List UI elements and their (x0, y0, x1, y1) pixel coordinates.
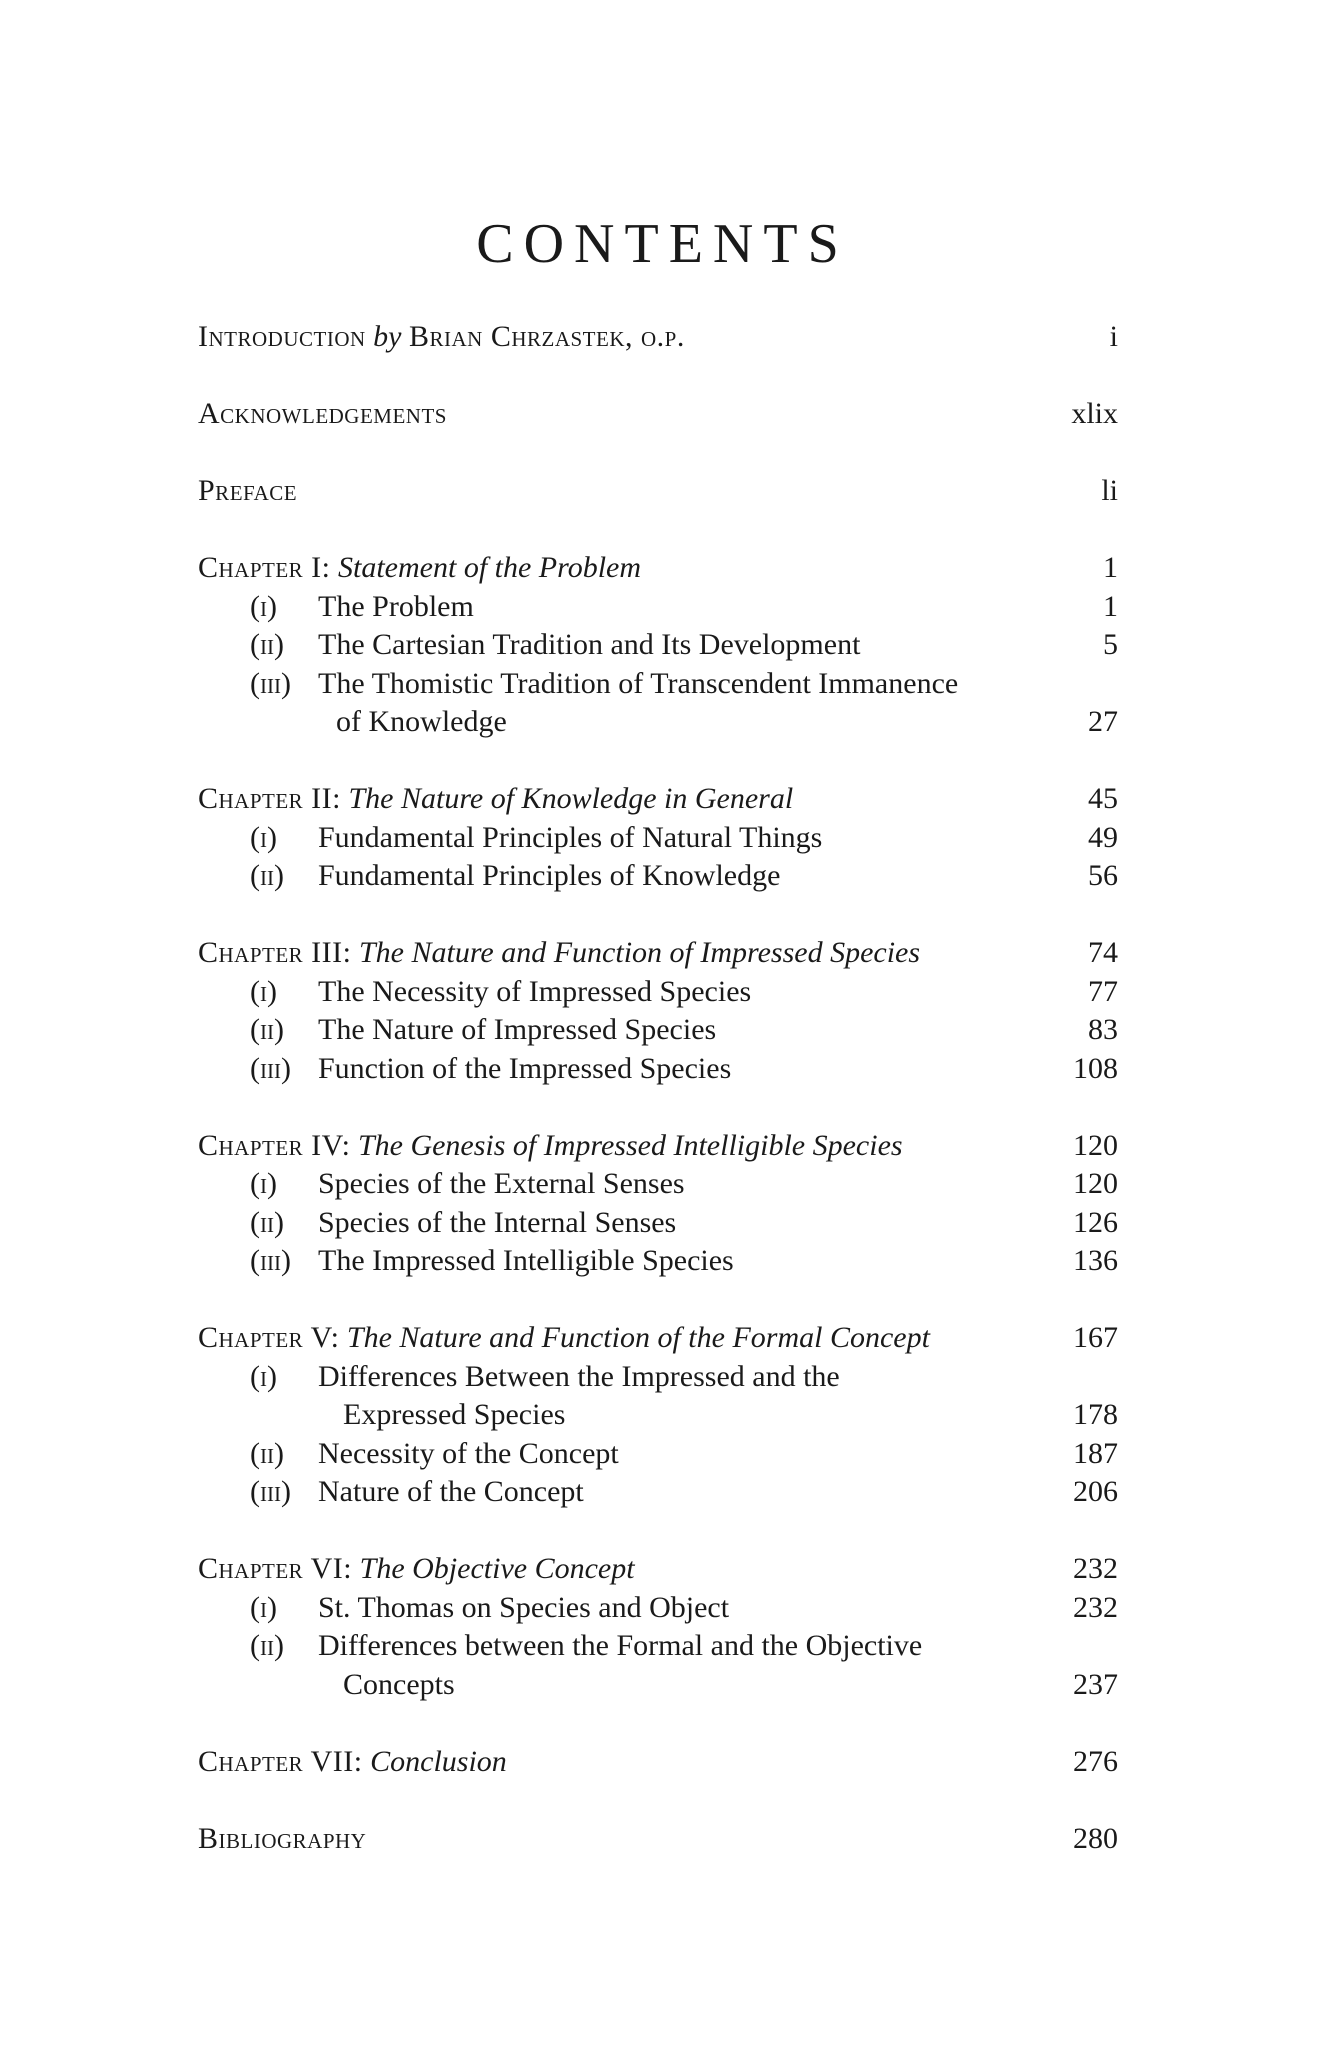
page-number: 5 (1103, 628, 1118, 661)
page-number: 280 (1073, 1821, 1118, 1855)
section-title: The Problem (318, 589, 474, 623)
toc-entry-bibliography[interactable] (198, 1820, 1118, 1859)
section-title-continued: Expressed Species (343, 1398, 566, 1431)
page-number: xlix (1071, 397, 1118, 430)
toc-entry-introduction[interactable] (198, 318, 1118, 357)
page-number: 120 (1073, 1167, 1118, 1200)
toc-section-continuation[interactable] (198, 703, 1118, 742)
page-number: 232 (1073, 1590, 1118, 1624)
section-number: (i) (250, 1167, 277, 1200)
toc-section[interactable] (198, 973, 1118, 1012)
section-number: (ii) (250, 1205, 284, 1239)
section-number: (ii) (250, 1629, 284, 1662)
page-number: i (1109, 320, 1118, 353)
entry-label: Acknowledgements (198, 397, 447, 430)
page-number: 206 (1073, 1475, 1118, 1508)
page-number: 167 (1073, 1321, 1118, 1354)
toc-section-continuation[interactable] (198, 1666, 1118, 1705)
section-number: (i) (250, 820, 277, 854)
toc-section[interactable] (198, 1011, 1118, 1050)
toc-chapter-1[interactable] (198, 549, 1118, 588)
toc-chapter-6[interactable] (198, 1550, 1118, 1589)
section-title: Nature of the Concept (318, 1475, 584, 1508)
entry-label: Bibliography (198, 1821, 367, 1855)
section-title: The Impressed Intelligible Species (318, 1244, 734, 1277)
section-title: The Thomistic Tradition of Transcendent Immanence (318, 666, 959, 700)
toc-section[interactable] (198, 1435, 1118, 1474)
page-number: 120 (1073, 1128, 1118, 1162)
chapter-title: The Nature and Function of Impressed Species (359, 936, 921, 969)
toc-section-continuation[interactable] (198, 1396, 1118, 1435)
section-title: Fundamental Principles of Natural Things (318, 820, 823, 854)
page-number: 27 (1088, 705, 1118, 738)
toc-chapter-4[interactable] (198, 1127, 1118, 1166)
toc-section[interactable] (198, 588, 1118, 627)
section-title: Species of the Internal Senses (318, 1205, 677, 1239)
page-number: 178 (1073, 1398, 1118, 1431)
section-title: Species of the External Senses (318, 1167, 685, 1200)
chapter-label: Chapter III: (198, 936, 352, 969)
toc-section[interactable] (198, 665, 1118, 704)
section-number: (ii) (250, 628, 284, 661)
section-title: Differences Between the Impressed and the (318, 1359, 840, 1393)
toc-section[interactable] (198, 1473, 1118, 1512)
section-title: The Nature of Impressed Species (318, 1013, 717, 1046)
chapter-label: Chapter V: (198, 1321, 340, 1354)
chapter-title: The Objective Concept (359, 1552, 635, 1585)
page-number: 237 (1073, 1667, 1118, 1701)
page-number: 77 (1088, 974, 1118, 1008)
toc-section[interactable] (198, 626, 1118, 665)
chapter-title: The Nature of Knowledge in General (348, 782, 794, 815)
chapter-title: Conclusion (370, 1744, 507, 1778)
section-number: (i) (250, 974, 277, 1008)
toc-chapter-2[interactable] (198, 780, 1118, 819)
page-number: 187 (1073, 1436, 1118, 1470)
toc-section[interactable] (198, 1050, 1118, 1089)
page-number: 74 (1088, 936, 1118, 969)
toc-chapter-5[interactable] (198, 1319, 1118, 1358)
chapter-label: Chapter VI: (198, 1552, 353, 1585)
section-number: (iii) (250, 666, 291, 700)
page-number: 232 (1073, 1552, 1118, 1585)
chapter-title: The Genesis of Impressed Intelligible Species (357, 1128, 903, 1162)
entry-by: by (373, 320, 402, 353)
toc-entry-preface[interactable] (198, 472, 1118, 511)
section-number: (ii) (250, 1436, 284, 1470)
section-title-continued: of Knowledge (336, 705, 507, 738)
page-number: 126 (1073, 1205, 1118, 1239)
toc-chapter-3[interactable] (198, 934, 1118, 973)
page-number: 49 (1088, 820, 1118, 854)
section-number: (i) (250, 1590, 277, 1624)
page-title: CONTENTS (476, 213, 849, 275)
toc-section[interactable] (198, 1589, 1118, 1628)
page-number: 83 (1088, 1013, 1118, 1046)
table-of-contents (198, 318, 1118, 1858)
section-number: (iii) (250, 1051, 291, 1085)
chapter-label: Chapter I: (198, 551, 331, 584)
section-number: (ii) (250, 1013, 284, 1046)
chapter-label: Chapter IV: (198, 1128, 351, 1162)
toc-section[interactable] (198, 1165, 1118, 1204)
entry-label: Introduction (198, 320, 366, 353)
page-number: li (1101, 474, 1118, 507)
page-number: 1 (1103, 589, 1118, 623)
section-title: St. Thomas on Species and Object (318, 1590, 730, 1624)
chapter-title: The Nature and Function of the Formal Concept (346, 1321, 930, 1354)
section-number: (iii) (250, 1475, 291, 1508)
page-number: 276 (1073, 1744, 1118, 1778)
toc-section[interactable] (198, 1204, 1118, 1243)
section-number: (ii) (250, 859, 284, 892)
toc-section[interactable] (198, 1627, 1118, 1666)
toc-section[interactable] (198, 819, 1118, 858)
chapter-label: Chapter VII: (198, 1744, 363, 1778)
page-number: 56 (1088, 859, 1118, 892)
section-title: Function of the Impressed Species (318, 1051, 732, 1085)
toc-section[interactable] (198, 857, 1118, 896)
page-number: 108 (1073, 1051, 1118, 1085)
section-title: Necessity of the Concept (318, 1436, 619, 1470)
section-number: (iii) (250, 1244, 291, 1277)
section-title: Fundamental Principles of Knowledge (318, 859, 781, 892)
entry-label: Preface (198, 474, 298, 507)
entry-author: Brian Chrzastek, o.p. (408, 320, 685, 353)
toc-chapter-7[interactable] (198, 1743, 1118, 1782)
page-number: 45 (1088, 782, 1118, 815)
section-number: (i) (250, 1359, 277, 1393)
section-title-continued: Concepts (343, 1667, 455, 1701)
toc-section[interactable] (198, 1242, 1118, 1281)
section-title: The Necessity of Impressed Species (318, 974, 752, 1008)
toc-section[interactable] (198, 1358, 1118, 1397)
section-number: (i) (250, 589, 277, 623)
section-title: Differences between the Formal and the Objective (318, 1629, 923, 1662)
toc-entry-acknowledgements[interactable] (198, 395, 1118, 434)
section-title: The Cartesian Tradition and Its Development (318, 628, 861, 661)
page-number: 136 (1073, 1244, 1118, 1277)
page-number: 1 (1103, 551, 1118, 584)
chapter-label: Chapter II: (198, 782, 341, 815)
chapter-title: Statement of the Problem (338, 551, 642, 584)
